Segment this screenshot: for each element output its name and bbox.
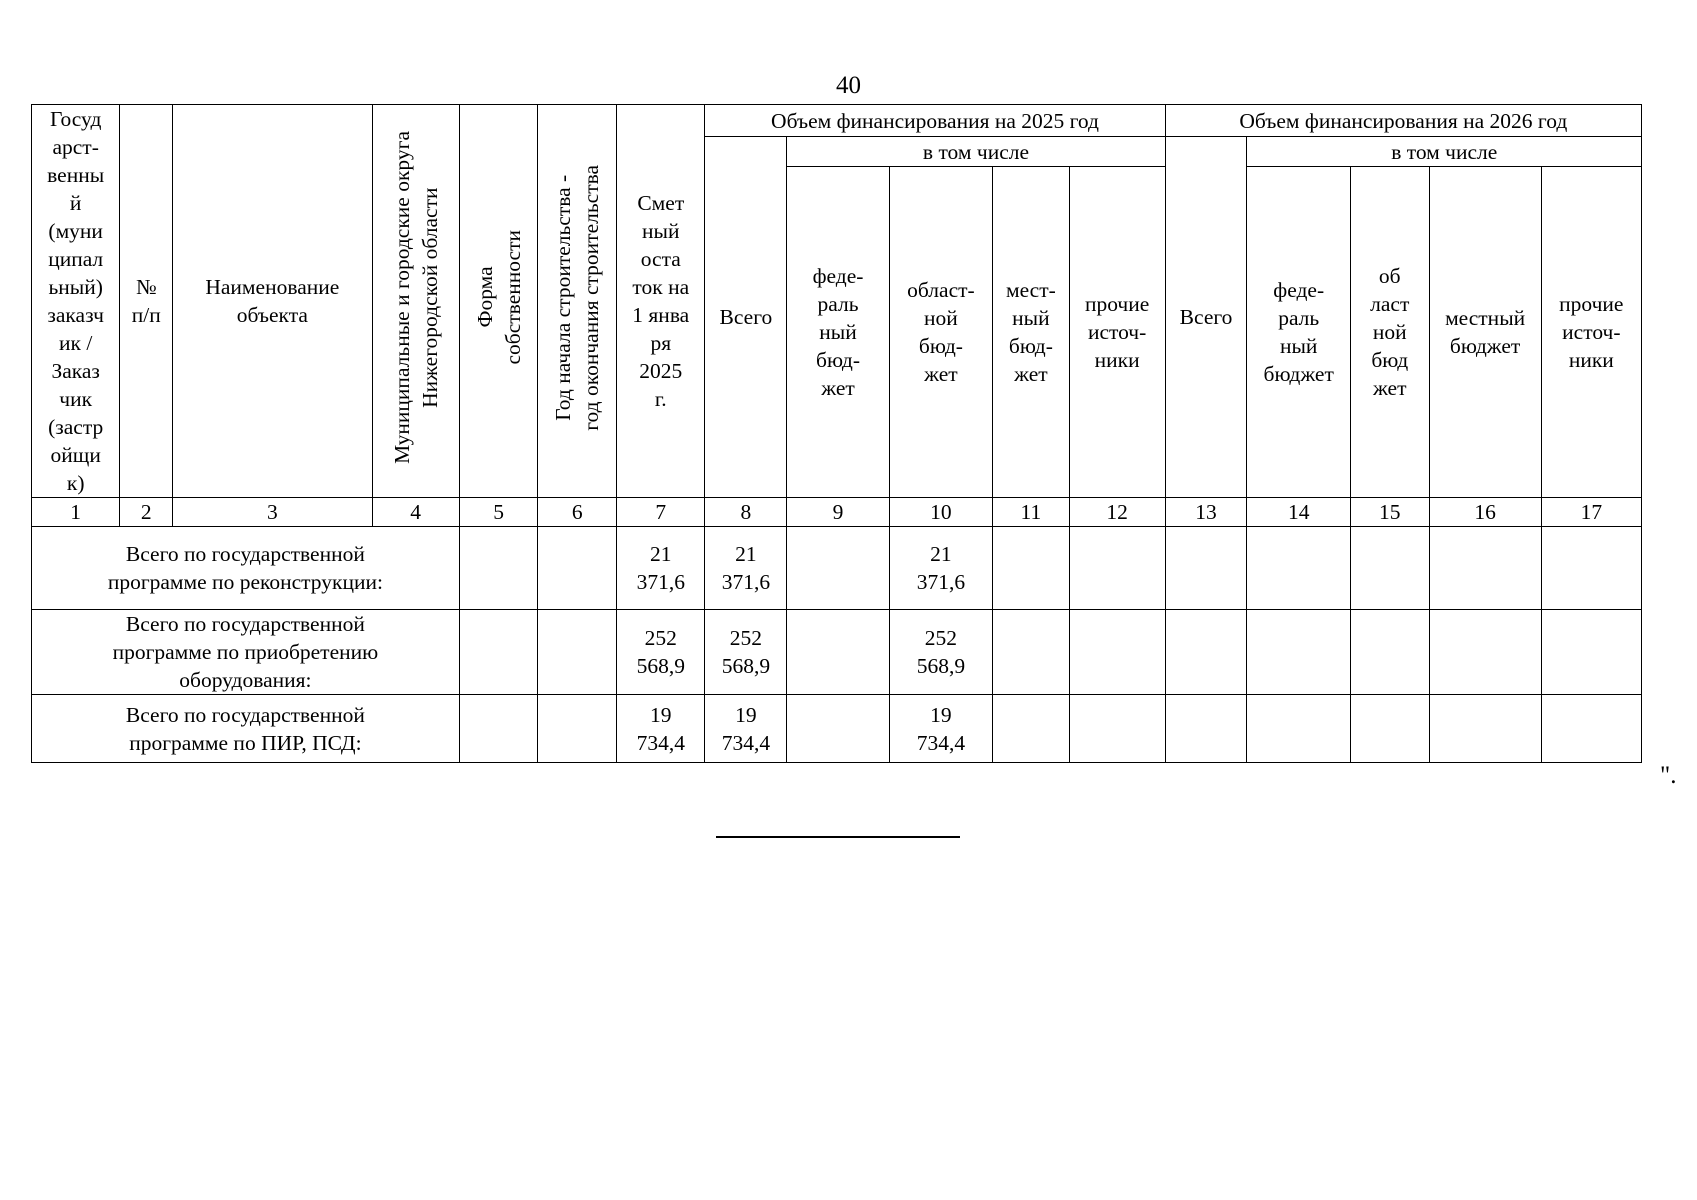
header-number: № п/п bbox=[120, 105, 173, 498]
header-regional-2025: област- ной бюд- жет bbox=[889, 167, 992, 498]
estimate-balance-value: 252 568,9 bbox=[617, 610, 705, 695]
header-financing-2025: Объем финансирования на 2025 год bbox=[705, 105, 1165, 137]
column-number: 4 bbox=[372, 498, 459, 527]
table-row bbox=[32, 527, 1642, 610]
header-total-2025: Всего bbox=[705, 137, 787, 498]
header-regional-2026: об ласт ной бюд жет bbox=[1350, 167, 1429, 498]
header-customer: Госуд арст- венны й (муни ципал ьный) заказч ик / Заказ чик (застр ойщи к) bbox=[32, 105, 120, 498]
column-number: 15 bbox=[1350, 498, 1429, 527]
column-number: 8 bbox=[705, 498, 787, 527]
column-number: 3 bbox=[173, 498, 372, 527]
header-including-2026: в том числе bbox=[1247, 137, 1642, 167]
column-number: 14 bbox=[1247, 498, 1350, 527]
estimate-balance-value: 21 371,6 bbox=[617, 527, 705, 610]
header-including-2025: в том числе bbox=[787, 137, 1165, 167]
table-row bbox=[32, 610, 1642, 695]
column-number-row bbox=[32, 498, 1642, 527]
column-number: 10 bbox=[889, 498, 992, 527]
header-total-2026: Всего bbox=[1165, 137, 1247, 498]
column-number: 2 bbox=[120, 498, 173, 527]
row-label: Всего по государственной программе по ПИР, ПСД: bbox=[32, 695, 460, 763]
header-local-2026: местный бюджет bbox=[1429, 167, 1541, 498]
header-other-2026: прочие источ- ники bbox=[1541, 167, 1641, 498]
total-2025-value: 252 568,9 bbox=[705, 610, 787, 695]
header-federal-2026: феде- раль ный бюджет bbox=[1247, 167, 1350, 498]
header-other-2025: прочие источ- ники bbox=[1069, 167, 1165, 498]
estimate-balance-value: 19 734,4 bbox=[617, 695, 705, 763]
column-number: 9 bbox=[787, 498, 889, 527]
column-number: 17 bbox=[1541, 498, 1641, 527]
table-row bbox=[32, 695, 1642, 763]
header-financing-2026: Объем финансирования на 2026 год bbox=[1165, 105, 1641, 137]
regional-2025-value: 252 568,9 bbox=[889, 610, 992, 695]
header-ownership: Форма собственности bbox=[459, 105, 538, 498]
column-number: 6 bbox=[538, 498, 617, 527]
header-estimate-balance: Смет ный оста ток на 1 янва ря 2025 г. bbox=[617, 105, 705, 498]
column-number: 13 bbox=[1165, 498, 1247, 527]
row-label: Всего по государственной программе по приобретению оборудования: bbox=[32, 610, 460, 695]
column-number: 7 bbox=[617, 498, 705, 527]
header-local-2025: мест- ный бюд- жет bbox=[993, 167, 1070, 498]
column-number: 16 bbox=[1429, 498, 1541, 527]
closing-quote: ". bbox=[1660, 762, 1677, 789]
column-number: 1 bbox=[32, 498, 120, 527]
column-number: 5 bbox=[459, 498, 538, 527]
total-2025-value: 21 371,6 bbox=[705, 527, 787, 610]
footer-divider bbox=[716, 836, 960, 838]
row-label: Всего по государственной программе по реконструкции: bbox=[32, 527, 460, 610]
column-number: 11 bbox=[993, 498, 1070, 527]
column-number: 12 bbox=[1069, 498, 1165, 527]
financing-table bbox=[31, 104, 1642, 763]
regional-2025-value: 19 734,4 bbox=[889, 695, 992, 763]
header-federal-2025: феде- раль ный бюд- жет bbox=[787, 167, 889, 498]
header-districts: Муниципальные и городские округа Нижегородской области bbox=[372, 105, 459, 498]
total-2025-value: 19 734,4 bbox=[705, 695, 787, 763]
page-number: 40 bbox=[836, 72, 861, 99]
header-object-name: Наименование объекта bbox=[173, 105, 372, 498]
regional-2025-value: 21 371,6 bbox=[889, 527, 992, 610]
header-construction-years: Год начала строительства - год окончания строительства bbox=[538, 105, 617, 498]
